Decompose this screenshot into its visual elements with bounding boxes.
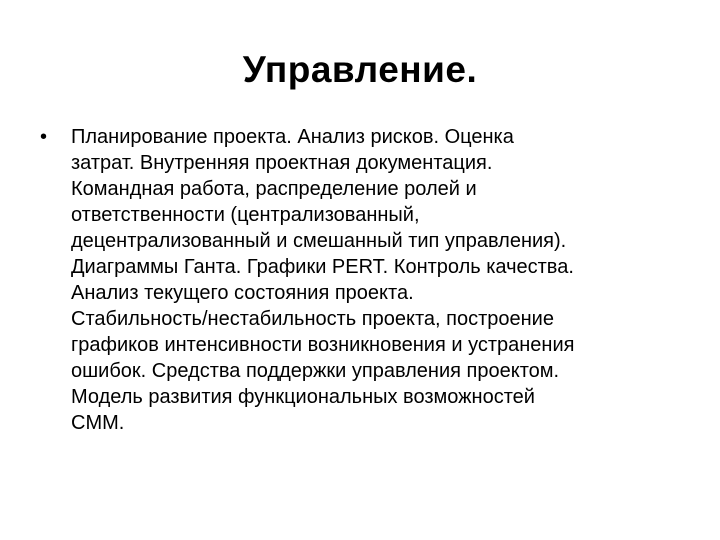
bullet-text-line: графиков интенсивности возникновения и устранения xyxy=(71,334,575,356)
bullet-text-line: затрат. Внутренняя проектная документация. xyxy=(71,152,493,174)
bullet-text-line: ответственности (централизованный, xyxy=(71,204,420,226)
bullet-text-line: Диаграммы Ганта. Графики PERT. Контроль качества. xyxy=(71,256,574,278)
bullet-item xyxy=(40,124,700,436)
bullet-text-line: децентрализованный и смешанный тип управления). xyxy=(71,230,567,252)
bullet-text-line: Анализ текущего состояния проекта. xyxy=(71,282,414,304)
bullet-marker: • xyxy=(40,126,48,148)
bullet-text-line: Планирование проекта. Анализ рисков. Оценка xyxy=(71,126,514,148)
bullet-text-line: ошибок. Средства поддержки управления проектом. xyxy=(71,360,560,382)
bullet-list xyxy=(40,124,700,436)
bullet-text-line: Модель развития функциональных возможностей xyxy=(71,386,535,408)
bullet-text-line: Командная работа, распределение ролей и xyxy=(71,178,477,200)
bullet-text-line: CMM. xyxy=(71,412,125,434)
slide-title: Управление. xyxy=(242,49,478,90)
bullet-text-line: Стабильность/нестабильность проекта, построение xyxy=(71,308,554,330)
